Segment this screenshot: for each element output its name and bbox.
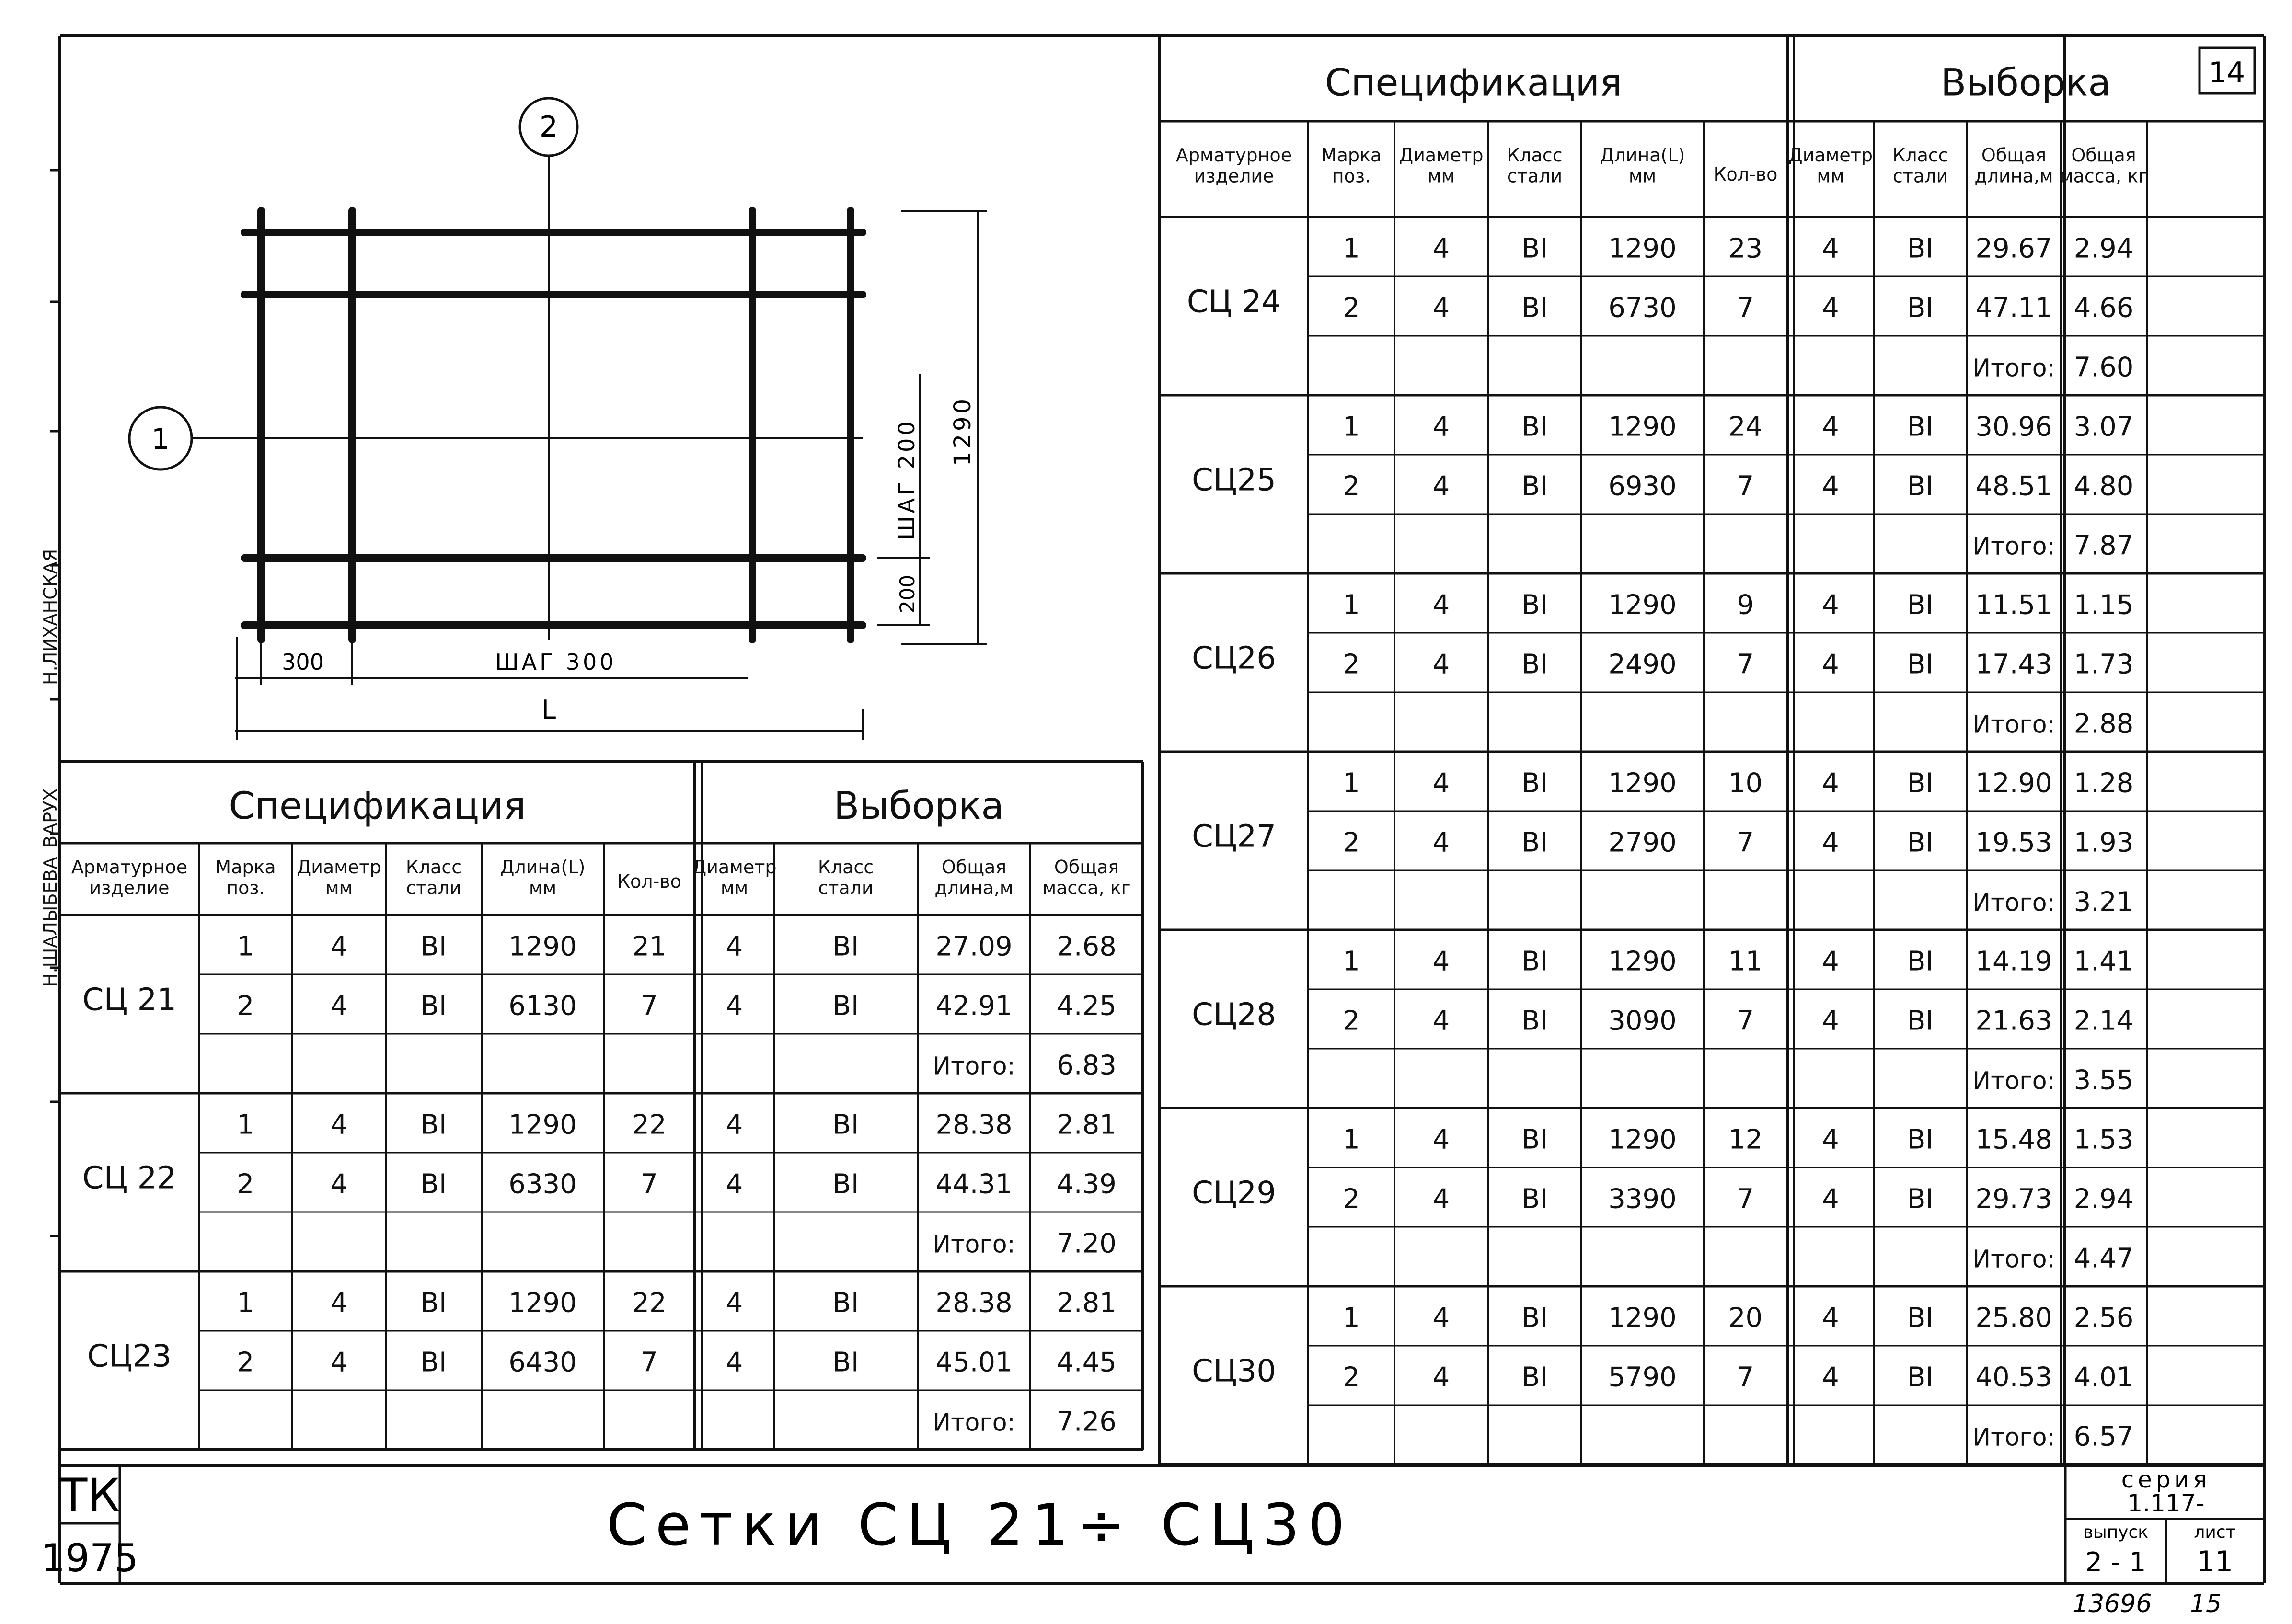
class-cell: ВI [420, 1109, 447, 1141]
header-product: Арматурное изделие [1175, 145, 1292, 187]
total-mass-cell: 4.25 [1057, 990, 1117, 1022]
class-cell: ВI [420, 931, 447, 962]
sel-class-cell: ВI [1907, 946, 1934, 977]
total-mass-cell: 4.80 [2073, 470, 2134, 502]
sel-class-cell: ВI [1907, 1361, 1934, 1393]
diameter-cell: 4 [1432, 589, 1450, 621]
sel-class-cell: ВI [1907, 292, 1934, 324]
spec-title: Спецификация [229, 785, 526, 828]
total-mass-cell: 2.94 [2073, 1183, 2134, 1215]
class-cell: ВI [1521, 1183, 1548, 1215]
total-label: Итого: [1972, 888, 2055, 917]
total-length-cell: 28.38 [935, 1109, 1013, 1141]
total-mass-cell: 1.41 [2073, 946, 2134, 977]
class-cell: ВI [1521, 1361, 1548, 1393]
class-cell: ВI [1521, 827, 1548, 858]
count-cell: 7 [1737, 827, 1754, 858]
sel-diameter-cell: 4 [726, 1347, 743, 1378]
header-mark: Марка поз. [1321, 145, 1382, 187]
mark-cell: 2 [1343, 1361, 1360, 1393]
sel-class-cell: ВI [832, 1287, 859, 1319]
total-label: Итого: [933, 1052, 1015, 1080]
total-mass-cell: 4.45 [1057, 1347, 1117, 1378]
length-cell: 5790 [1608, 1361, 1677, 1393]
header-diameter: Диаметр мм [297, 857, 381, 899]
total-mass-cell: 2.81 [1057, 1109, 1117, 1141]
length-cell: 1290 [1608, 589, 1677, 621]
count-cell: 7 [1737, 1005, 1754, 1037]
length-cell: 2490 [1608, 649, 1677, 680]
count-cell: 23 [1728, 233, 1763, 264]
diameter-cell: 4 [330, 1109, 348, 1141]
total-label: Итого: [933, 1408, 1015, 1437]
count-cell: 7 [1737, 470, 1754, 502]
sel-class-cell: ВI [832, 1109, 859, 1141]
total-label: Итого: [1972, 532, 2055, 560]
total-mass-value: 3.21 [2073, 886, 2134, 918]
dim-L-label: L [541, 695, 556, 725]
total-mass-cell: 3.07 [2073, 411, 2134, 443]
title-block [41, 1466, 2264, 1583]
header-total-mass: Общая масса, кг [2059, 145, 2148, 187]
count-cell: 7 [1737, 292, 1754, 324]
total-mass-cell: 4.01 [2073, 1361, 2134, 1393]
total-length-cell: 25.80 [1975, 1302, 2052, 1334]
class-cell: ВI [1521, 233, 1548, 264]
mark-cell: 1 [1343, 411, 1360, 443]
total-mass-cell: 4.66 [2073, 292, 2134, 324]
total-mass-value: 7.87 [2073, 530, 2134, 561]
footer-number: 15 [2190, 1590, 2222, 1618]
mark-cell: 2 [1343, 1005, 1360, 1037]
header-total-mass: Общая масса, кг [1042, 857, 1131, 899]
diameter-cell: 4 [1432, 649, 1450, 680]
dim-300-label: 300 [282, 649, 324, 675]
total-mass-value: 4.47 [2073, 1243, 2134, 1274]
length-cell: 1290 [508, 1287, 577, 1319]
dim-200-label: 200 [896, 574, 919, 614]
diameter-cell: 4 [330, 1347, 348, 1378]
count-cell: 7 [641, 990, 658, 1022]
diameter-cell: 4 [1432, 470, 1450, 502]
diameter-cell: 4 [1432, 1361, 1450, 1393]
sel-diameter-cell: 4 [726, 1109, 743, 1141]
sel-diameter-cell: 4 [1822, 946, 1839, 977]
header-length: Длина(L) мм [500, 857, 586, 899]
total-mass-cell: 2.81 [1057, 1287, 1117, 1319]
mark-cell: 1 [237, 1109, 254, 1141]
total-mass-cell: 1.73 [2073, 649, 2134, 680]
total-mass-value: 7.60 [2073, 352, 2134, 383]
total-label: Итого: [1972, 1423, 2055, 1452]
total-mass-value: 7.26 [1057, 1406, 1117, 1438]
class-cell: ВI [1521, 292, 1548, 324]
length-cell: 1290 [1608, 946, 1677, 977]
header-total-length: Общая длина,м [1974, 145, 2053, 187]
mark-cell: 1 [1343, 946, 1360, 977]
header-mark: Марка поз. [215, 857, 276, 899]
class-cell: ВI [1521, 946, 1548, 977]
product-name: СЦ26 [1192, 640, 1276, 676]
length-cell: 3390 [1608, 1183, 1677, 1215]
class-cell: ВI [1521, 1302, 1548, 1334]
spec-title: Спецификация [1325, 61, 1623, 105]
sel-diameter-cell: 4 [1822, 1005, 1839, 1037]
header-total-length: Общая длина,м [934, 857, 1014, 899]
sel-diameter-cell: 4 [1822, 470, 1839, 502]
header-steel-class: Класс стали [1507, 145, 1563, 187]
sel-diameter-cell: 4 [726, 990, 743, 1022]
total-mass-cell: 1.93 [2073, 827, 2134, 858]
sel-class-cell: ВI [1907, 649, 1934, 680]
mesh-drawing [129, 98, 987, 740]
header-length: Длина(L) мм [1600, 145, 1685, 187]
length-cell: 6430 [508, 1347, 577, 1378]
side-name-3: ВАРУХ [40, 788, 61, 848]
class-cell: ВI [1521, 767, 1548, 799]
total-length-cell: 47.11 [1975, 292, 2052, 324]
length-cell: 6730 [1608, 292, 1677, 324]
selection-title: Выборка [1940, 61, 2111, 105]
total-mass-cell: 1.15 [2073, 589, 2134, 621]
length-cell: 1290 [508, 931, 577, 962]
total-length-cell: 29.73 [1975, 1183, 2052, 1215]
total-label: Итого: [1972, 1245, 2055, 1273]
class-cell: ВI [1521, 649, 1548, 680]
header-steel-class: Класс стали [405, 857, 462, 899]
total-length-cell: 19.53 [1975, 827, 2052, 858]
sel-class-cell: ВI [832, 1347, 859, 1378]
count-cell: 12 [1728, 1124, 1763, 1155]
mark-cell: 1 [1343, 233, 1360, 264]
class-cell: ВI [1521, 411, 1548, 443]
mark-cell: 1 [237, 931, 254, 962]
length-cell: 1290 [508, 1109, 577, 1141]
sel-diameter-cell: 4 [1822, 649, 1839, 680]
sel-diameter-cell: 4 [1822, 767, 1839, 799]
sel-diameter-cell: 4 [1822, 1124, 1839, 1155]
total-length-cell: 15.48 [1975, 1124, 2052, 1155]
sel-class-cell: ВI [1907, 411, 1934, 443]
count-cell: 22 [632, 1109, 667, 1141]
header-count: Кол-во [617, 871, 681, 892]
sel-class-cell: ВI [1907, 470, 1934, 502]
class-cell: ВI [420, 990, 447, 1022]
mark-cell: 1 [1343, 1302, 1360, 1334]
total-length-cell: 40.53 [1975, 1361, 2052, 1393]
count-cell: 9 [1737, 589, 1754, 621]
class-cell: ВI [1521, 1124, 1548, 1155]
total-length-cell: 14.19 [1975, 946, 2052, 977]
sel-diameter-cell: 4 [726, 1287, 743, 1319]
total-length-cell: 27.09 [935, 931, 1013, 962]
count-cell: 7 [641, 1347, 658, 1378]
length-cell: 2790 [1608, 827, 1677, 858]
sheet-value: 11 [2196, 1545, 2234, 1578]
count-cell: 20 [1728, 1302, 1763, 1334]
diameter-cell: 4 [1432, 1124, 1450, 1155]
count-cell: 21 [632, 931, 667, 962]
class-cell: ВI [1521, 1005, 1548, 1037]
product-name: СЦ 22 [82, 1160, 177, 1196]
product-name: СЦ29 [1192, 1175, 1276, 1211]
total-mass-cell: 2.94 [2073, 233, 2134, 264]
total-mass-value: 3.55 [2073, 1064, 2134, 1096]
inventory-number: 13696 [2073, 1590, 2152, 1618]
header-sel-diameter: Диаметр мм [692, 857, 777, 899]
total-label: Итого: [1972, 354, 2055, 382]
diameter-cell: 4 [1432, 1005, 1450, 1037]
total-length-cell: 28.38 [935, 1287, 1013, 1319]
sel-diameter-cell: 4 [1822, 292, 1839, 324]
mark-cell: 2 [1343, 827, 1360, 858]
length-cell: 1290 [1608, 767, 1677, 799]
sel-class-cell: ВI [1907, 1302, 1934, 1334]
length-cell: 6930 [1608, 470, 1677, 502]
count-cell: 24 [1728, 411, 1763, 443]
count-cell: 22 [632, 1287, 667, 1319]
mark-cell: 2 [237, 1168, 254, 1200]
count-cell: 10 [1728, 767, 1763, 799]
mark-cell: 1 [237, 1287, 254, 1319]
total-length-cell: 29.67 [1975, 233, 2052, 264]
sheet-title: Сетки СЦ 21÷ СЦ30 [606, 1492, 1354, 1559]
sel-class-cell: ВI [832, 990, 859, 1022]
mark-cell: 2 [1343, 649, 1360, 680]
mesh-bars-heavy [244, 211, 863, 640]
total-mass-value: 6.57 [2073, 1421, 2134, 1452]
total-length-cell: 44.31 [935, 1168, 1013, 1200]
sel-class-cell: ВI [1907, 1005, 1934, 1037]
sel-diameter-cell: 4 [726, 1168, 743, 1200]
diameter-cell: 4 [330, 1287, 348, 1319]
diameter-cell: 4 [330, 931, 348, 962]
diameter-cell: 4 [1432, 946, 1450, 977]
position-2-label: 2 [539, 110, 558, 144]
sel-diameter-cell: 4 [1822, 1361, 1839, 1393]
total-mass-value: 6.83 [1057, 1050, 1117, 1081]
total-length-cell: 30.96 [1975, 411, 2052, 443]
sel-diameter-cell: 4 [1822, 1183, 1839, 1215]
length-cell: 3090 [1608, 1005, 1677, 1037]
sel-class-cell: ВI [1907, 1183, 1934, 1215]
diameter-cell: 4 [330, 990, 348, 1022]
total-length-cell: 12.90 [1975, 767, 2052, 799]
count-cell: 7 [1737, 649, 1754, 680]
diameter-cell: 4 [1432, 233, 1450, 264]
sel-diameter-cell: 4 [726, 931, 743, 962]
selection-title: Выборка [833, 785, 1004, 828]
mark-cell: 2 [237, 990, 254, 1022]
mesh-bars-thin [187, 156, 863, 640]
total-label: Итого: [1972, 710, 2055, 739]
total-length-cell: 42.91 [935, 990, 1013, 1022]
header-sel-class: Класс стали [1892, 145, 1948, 187]
total-label: Итого: [933, 1230, 1015, 1258]
total-mass-cell: 1.28 [2073, 767, 2134, 799]
diameter-cell: 4 [1432, 292, 1450, 324]
diameter-cell: 4 [1432, 767, 1450, 799]
sel-diameter-cell: 4 [1822, 827, 1839, 858]
class-cell: ВI [420, 1168, 447, 1200]
header-sel-class: Класс стали [818, 857, 874, 899]
sel-class-cell: ВI [1907, 827, 1934, 858]
sel-diameter-cell: 4 [1822, 411, 1839, 443]
diameter-cell: 4 [1432, 827, 1450, 858]
product-name: СЦ28 [1192, 997, 1276, 1033]
right-spec-table [1160, 36, 2264, 1464]
sel-diameter-cell: 4 [1822, 1302, 1839, 1334]
product-name: СЦ23 [87, 1338, 172, 1374]
diameter-cell: 4 [1432, 1302, 1450, 1334]
diameter-cell: 4 [330, 1168, 348, 1200]
header-sel-diameter: Диаметр мм [1788, 145, 1873, 187]
length-cell: 6130 [508, 990, 577, 1022]
mark-cell: 1 [1343, 1124, 1360, 1155]
length-cell: 1290 [1608, 1302, 1677, 1334]
org-label: ТК [59, 1469, 120, 1522]
side-names [40, 549, 61, 987]
dim-1290-label: 1290 [949, 396, 976, 467]
header-product: Арматурное изделие [71, 857, 188, 899]
sel-diameter-cell: 4 [1822, 589, 1839, 621]
side-name-1: Н.ЛИХАНСКАЯ [40, 549, 61, 685]
total-length-cell: 45.01 [935, 1347, 1013, 1378]
product-name: СЦ 24 [1186, 284, 1281, 320]
dim-step200-label: ШАГ 200 [894, 418, 920, 540]
product-name: СЦ30 [1192, 1353, 1276, 1389]
total-length-cell: 48.51 [1975, 470, 2052, 502]
product-name: СЦ27 [1192, 819, 1276, 855]
issue-value: 2 - 1 [2085, 1547, 2146, 1578]
position-1-label: 1 [151, 423, 170, 456]
total-mass-cell: 2.14 [2073, 1005, 2134, 1037]
header-diameter: Диаметр мм [1399, 145, 1484, 187]
total-length-cell: 17.43 [1975, 649, 2052, 680]
total-length-cell: 11.51 [1975, 589, 2052, 621]
dim-step300-label: ШАГ 300 [495, 649, 617, 675]
total-length-cell: 21.63 [1975, 1005, 2052, 1037]
length-cell: 1290 [1608, 233, 1677, 264]
total-mass-value: 2.88 [2073, 708, 2134, 740]
issue-label: выпуск [2083, 1522, 2149, 1542]
total-mass-cell: 2.68 [1057, 931, 1117, 962]
sel-class-cell: ВI [832, 1168, 859, 1200]
header-count: Кол-во [1713, 164, 1778, 185]
series-value: 1.117- [2127, 1489, 2205, 1517]
total-mass-cell: 1.53 [2073, 1124, 2134, 1155]
length-cell: 6330 [508, 1168, 577, 1200]
total-label: Итого: [1972, 1066, 2055, 1095]
count-cell: 7 [641, 1168, 658, 1200]
class-cell: ВI [420, 1347, 447, 1378]
count-cell: 7 [1737, 1361, 1754, 1393]
total-mass-value: 7.20 [1057, 1228, 1117, 1259]
mark-cell: 2 [1343, 1183, 1360, 1215]
sel-class-cell: ВI [1907, 233, 1934, 264]
mark-cell: 2 [237, 1347, 254, 1378]
count-cell: 7 [1737, 1183, 1754, 1215]
class-cell: ВI [1521, 589, 1548, 621]
class-cell: ВI [1521, 470, 1548, 502]
sheet-label: лист [2194, 1522, 2236, 1542]
mark-cell: 2 [1343, 470, 1360, 502]
class-cell: ВI [420, 1287, 447, 1319]
sel-class-cell: ВI [1907, 767, 1934, 799]
mark-cell: 2 [1343, 292, 1360, 324]
product-name: СЦ25 [1192, 462, 1276, 498]
side-name-2: Н.ШАЛЫБЕВА [40, 857, 61, 987]
count-cell: 11 [1728, 946, 1763, 977]
total-mass-cell: 4.39 [1057, 1168, 1117, 1200]
mark-cell: 1 [1343, 767, 1360, 799]
sel-class-cell: ВI [1907, 589, 1934, 621]
left-spec-table [60, 762, 1143, 1450]
sel-class-cell: ВI [1907, 1124, 1934, 1155]
diameter-cell: 4 [1432, 1183, 1450, 1215]
diameter-cell: 4 [1432, 411, 1450, 443]
length-cell: 1290 [1608, 1124, 1677, 1155]
length-cell: 1290 [1608, 411, 1677, 443]
total-mass-cell: 2.56 [2073, 1302, 2134, 1334]
mark-cell: 1 [1343, 589, 1360, 621]
page-number: 14 [2208, 56, 2246, 90]
product-name: СЦ 21 [82, 982, 177, 1018]
sel-class-cell: ВI [832, 931, 859, 962]
year-label: 1975 [41, 1536, 138, 1580]
sel-diameter-cell: 4 [1822, 233, 1839, 264]
series-label: серия [2121, 1466, 2211, 1493]
